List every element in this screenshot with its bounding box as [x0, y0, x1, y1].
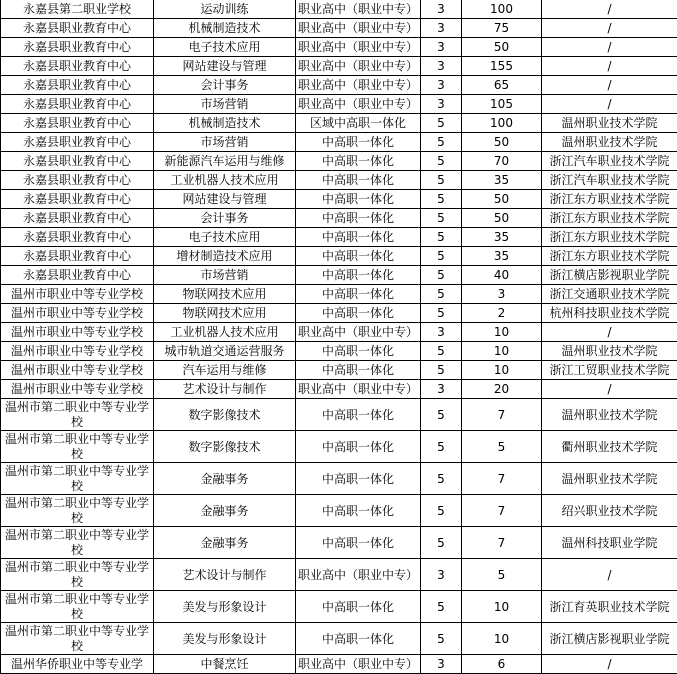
years-cell: 5	[421, 591, 462, 623]
partner-college-cell: /	[542, 95, 677, 114]
major-cell: 汽车运用与维修	[154, 361, 296, 380]
major-cell: 增材制造技术应用	[154, 247, 296, 266]
school-cell: 永嘉县第二职业学校	[1, 0, 154, 19]
plan-count-cell: 6	[462, 655, 542, 674]
plan-count-cell: 10	[462, 623, 542, 655]
table-row	[1, 133, 677, 152]
plan-count-cell: 35	[462, 171, 542, 190]
major-cell: 市场营销	[154, 95, 296, 114]
partner-college-cell: 浙江东方职业技术学院	[542, 190, 677, 209]
type-cell: 中高职一体化	[296, 228, 421, 247]
major-cell: 市场营销	[154, 133, 296, 152]
type-cell: 中高职一体化	[296, 431, 421, 463]
school-cell: 永嘉县职业教育中心	[1, 38, 154, 57]
plan-count-cell: 3	[462, 285, 542, 304]
table-row	[1, 623, 677, 655]
major-cell: 会计事务	[154, 209, 296, 228]
years-cell: 5	[421, 171, 462, 190]
table-row	[1, 431, 677, 463]
partner-college-cell: /	[542, 57, 677, 76]
table-row	[1, 304, 677, 323]
plan-count-cell: 50	[462, 38, 542, 57]
type-cell: 职业高中（职业中专）	[296, 57, 421, 76]
type-cell: 职业高中（职业中专）	[296, 380, 421, 399]
partner-college-cell: /	[542, 76, 677, 95]
partner-college-cell: 浙江交通职业技术学院	[542, 285, 677, 304]
years-cell: 5	[421, 133, 462, 152]
school-cell: 永嘉县职业教育中心	[1, 266, 154, 285]
type-cell: 中高职一体化	[296, 285, 421, 304]
plan-count-cell: 10	[462, 342, 542, 361]
school-cell: 温州市职业中等专业学校	[1, 342, 154, 361]
table-row	[1, 559, 677, 591]
table-row	[1, 495, 677, 527]
table-row	[1, 0, 677, 19]
type-cell: 中高职一体化	[296, 463, 421, 495]
table-row	[1, 95, 677, 114]
plan-count-cell: 40	[462, 266, 542, 285]
plan-count-cell: 100	[462, 114, 542, 133]
table-row	[1, 152, 677, 171]
major-cell: 电子技术应用	[154, 38, 296, 57]
years-cell: 5	[421, 209, 462, 228]
school-cell: 温州市第二职业中等专业学校	[1, 623, 154, 655]
table-row	[1, 228, 677, 247]
plan-count-cell: 7	[462, 399, 542, 431]
plan-count-cell: 10	[462, 591, 542, 623]
table-row	[1, 361, 677, 380]
years-cell: 5	[421, 152, 462, 171]
table-row	[1, 171, 677, 190]
years-cell: 5	[421, 463, 462, 495]
table-row	[1, 38, 677, 57]
table-body	[1, 0, 677, 674]
school-cell: 永嘉县职业教育中心	[1, 228, 154, 247]
years-cell: 3	[421, 323, 462, 342]
type-cell: 职业高中（职业中专）	[296, 655, 421, 674]
major-cell: 物联网技术应用	[154, 285, 296, 304]
major-cell: 工业机器人技术应用	[154, 323, 296, 342]
partner-college-cell: /	[542, 38, 677, 57]
type-cell: 区域中高职一体化	[296, 114, 421, 133]
plan-count-cell: 100	[462, 0, 542, 19]
table-row	[1, 323, 677, 342]
major-cell: 电子技术应用	[154, 228, 296, 247]
school-cell: 温州华侨职业中等专业学	[1, 655, 154, 674]
major-cell: 网站建设与管理	[154, 57, 296, 76]
years-cell: 5	[421, 342, 462, 361]
table-row	[1, 342, 677, 361]
partner-college-cell: /	[542, 559, 677, 591]
type-cell: 中高职一体化	[296, 209, 421, 228]
table-row	[1, 57, 677, 76]
plan-count-cell: 50	[462, 133, 542, 152]
school-cell: 永嘉县职业教育中心	[1, 95, 154, 114]
major-cell: 艺术设计与制作	[154, 559, 296, 591]
years-cell: 5	[421, 114, 462, 133]
table-row	[1, 591, 677, 623]
years-cell: 5	[421, 285, 462, 304]
major-cell: 网站建设与管理	[154, 190, 296, 209]
partner-college-cell: 杭州科技职业技术学院	[542, 304, 677, 323]
major-cell: 金融事务	[154, 463, 296, 495]
partner-college-cell: 温州科技职业学院	[542, 527, 677, 559]
table-row	[1, 527, 677, 559]
years-cell: 5	[421, 361, 462, 380]
school-cell: 永嘉县职业教育中心	[1, 152, 154, 171]
school-cell: 温州市第二职业中等专业学校	[1, 463, 154, 495]
years-cell: 5	[421, 228, 462, 247]
type-cell: 职业高中（职业中专）	[296, 559, 421, 591]
type-cell: 中高职一体化	[296, 171, 421, 190]
type-cell: 中高职一体化	[296, 527, 421, 559]
major-cell: 数字影像技术	[154, 399, 296, 431]
major-cell: 机械制造技术	[154, 19, 296, 38]
school-cell: 温州市职业中等专业学校	[1, 361, 154, 380]
partner-college-cell: 温州职业技术学院	[542, 342, 677, 361]
table-row	[1, 76, 677, 95]
partner-college-cell: 温州职业技术学院	[542, 399, 677, 431]
major-cell: 机械制造技术	[154, 114, 296, 133]
table-row	[1, 266, 677, 285]
major-cell: 美发与形象设计	[154, 623, 296, 655]
school-cell: 永嘉县职业教育中心	[1, 114, 154, 133]
years-cell: 5	[421, 527, 462, 559]
major-cell: 中餐烹饪	[154, 655, 296, 674]
partner-college-cell: 温州职业技术学院	[542, 114, 677, 133]
partner-college-cell: 绍兴职业技术学院	[542, 495, 677, 527]
table-row	[1, 380, 677, 399]
school-cell: 永嘉县职业教育中心	[1, 247, 154, 266]
major-cell: 数字影像技术	[154, 431, 296, 463]
years-cell: 3	[421, 76, 462, 95]
partner-college-cell: /	[542, 655, 677, 674]
plan-count-cell: 7	[462, 463, 542, 495]
partner-college-cell: /	[542, 380, 677, 399]
years-cell: 3	[421, 0, 462, 19]
years-cell: 3	[421, 655, 462, 674]
type-cell: 中高职一体化	[296, 361, 421, 380]
school-cell: 温州市第二职业中等专业学校	[1, 495, 154, 527]
table-row	[1, 19, 677, 38]
major-cell: 新能源汽车运用与维修	[154, 152, 296, 171]
partner-college-cell: 浙江汽车职业技术学院	[542, 152, 677, 171]
type-cell: 中高职一体化	[296, 623, 421, 655]
school-cell: 温州市职业中等专业学校	[1, 304, 154, 323]
partner-college-cell: /	[542, 19, 677, 38]
partner-college-cell: 浙江汽车职业技术学院	[542, 171, 677, 190]
years-cell: 3	[421, 38, 462, 57]
school-cell: 温州市职业中等专业学校	[1, 323, 154, 342]
type-cell: 中高职一体化	[296, 266, 421, 285]
partner-college-cell: 温州职业技术学院	[542, 133, 677, 152]
years-cell: 5	[421, 190, 462, 209]
school-cell: 温州市第二职业中等专业学校	[1, 431, 154, 463]
partner-college-cell: 浙江横店影视职业学院	[542, 266, 677, 285]
table-row	[1, 114, 677, 133]
school-cell: 永嘉县职业教育中心	[1, 209, 154, 228]
major-cell: 市场营销	[154, 266, 296, 285]
plan-count-cell: 10	[462, 361, 542, 380]
major-cell: 物联网技术应用	[154, 304, 296, 323]
partner-college-cell: 浙江工贸职业技术学院	[542, 361, 677, 380]
type-cell: 中高职一体化	[296, 342, 421, 361]
major-cell: 城市轨道交通运营服务	[154, 342, 296, 361]
school-cell: 温州市第二职业中等专业学校	[1, 399, 154, 431]
type-cell: 中高职一体化	[296, 591, 421, 623]
school-cell: 永嘉县职业教育中心	[1, 133, 154, 152]
plan-count-cell: 50	[462, 209, 542, 228]
major-cell: 艺术设计与制作	[154, 380, 296, 399]
plan-count-cell: 155	[462, 57, 542, 76]
table-row	[1, 247, 677, 266]
years-cell: 3	[421, 95, 462, 114]
years-cell: 5	[421, 623, 462, 655]
table-row	[1, 190, 677, 209]
plan-count-cell: 7	[462, 527, 542, 559]
type-cell: 中高职一体化	[296, 304, 421, 323]
type-cell: 职业高中（职业中专）	[296, 76, 421, 95]
type-cell: 职业高中（职业中专）	[296, 95, 421, 114]
partner-college-cell: 浙江东方职业技术学院	[542, 247, 677, 266]
type-cell: 中高职一体化	[296, 495, 421, 527]
years-cell: 3	[421, 380, 462, 399]
type-cell: 中高职一体化	[296, 190, 421, 209]
school-cell: 永嘉县职业教育中心	[1, 57, 154, 76]
years-cell: 5	[421, 399, 462, 431]
type-cell: 职业高中（职业中专）	[296, 0, 421, 19]
partner-college-cell: 浙江横店影视职业学院	[542, 623, 677, 655]
partner-college-cell: /	[542, 323, 677, 342]
type-cell: 中高职一体化	[296, 133, 421, 152]
type-cell: 职业高中（职业中专）	[296, 323, 421, 342]
major-cell: 工业机器人技术应用	[154, 171, 296, 190]
partner-college-cell: 浙江东方职业技术学院	[542, 228, 677, 247]
table-row	[1, 285, 677, 304]
major-cell: 会计事务	[154, 76, 296, 95]
plan-count-cell: 7	[462, 495, 542, 527]
school-cell: 温州市第二职业中等专业学校	[1, 559, 154, 591]
plan-count-cell: 50	[462, 190, 542, 209]
years-cell: 5	[421, 495, 462, 527]
school-cell: 温州市第二职业中等专业学校	[1, 527, 154, 559]
plan-count-cell: 20	[462, 380, 542, 399]
school-cell: 永嘉县职业教育中心	[1, 171, 154, 190]
type-cell: 职业高中（职业中专）	[296, 19, 421, 38]
years-cell: 3	[421, 57, 462, 76]
major-cell: 美发与形象设计	[154, 591, 296, 623]
school-cell: 温州市职业中等专业学校	[1, 380, 154, 399]
years-cell: 3	[421, 559, 462, 591]
major-cell: 金融事务	[154, 495, 296, 527]
plan-count-cell: 35	[462, 247, 542, 266]
plan-count-cell: 2	[462, 304, 542, 323]
table-row	[1, 399, 677, 431]
years-cell: 5	[421, 431, 462, 463]
years-cell: 3	[421, 19, 462, 38]
plan-count-cell: 10	[462, 323, 542, 342]
plan-count-cell: 75	[462, 19, 542, 38]
type-cell: 职业高中（职业中专）	[296, 38, 421, 57]
plan-count-cell: 70	[462, 152, 542, 171]
major-cell: 金融事务	[154, 527, 296, 559]
plan-count-cell: 65	[462, 76, 542, 95]
plan-count-cell: 5	[462, 559, 542, 591]
school-cell: 温州市职业中等专业学校	[1, 285, 154, 304]
partner-college-cell: 温州职业技术学院	[542, 463, 677, 495]
years-cell: 5	[421, 266, 462, 285]
years-cell: 5	[421, 304, 462, 323]
type-cell: 中高职一体化	[296, 152, 421, 171]
type-cell: 中高职一体化	[296, 247, 421, 266]
school-cell: 永嘉县职业教育中心	[1, 19, 154, 38]
plan-count-cell: 105	[462, 95, 542, 114]
plan-count-cell: 35	[462, 228, 542, 247]
major-cell: 运动训练	[154, 0, 296, 19]
partner-college-cell: 衢州职业技术学院	[542, 431, 677, 463]
partner-college-cell: 浙江东方职业技术学院	[542, 209, 677, 228]
years-cell: 5	[421, 247, 462, 266]
school-cell: 永嘉县职业教育中心	[1, 190, 154, 209]
school-cell: 永嘉县职业教育中心	[1, 76, 154, 95]
type-cell: 中高职一体化	[296, 399, 421, 431]
school-cell: 温州市第二职业中等专业学校	[1, 591, 154, 623]
plan-count-cell: 5	[462, 431, 542, 463]
table-row	[1, 209, 677, 228]
partner-college-cell: 浙江育英职业技术学院	[542, 591, 677, 623]
partner-college-cell: /	[542, 0, 677, 19]
table-row	[1, 655, 677, 674]
table-row	[1, 463, 677, 495]
